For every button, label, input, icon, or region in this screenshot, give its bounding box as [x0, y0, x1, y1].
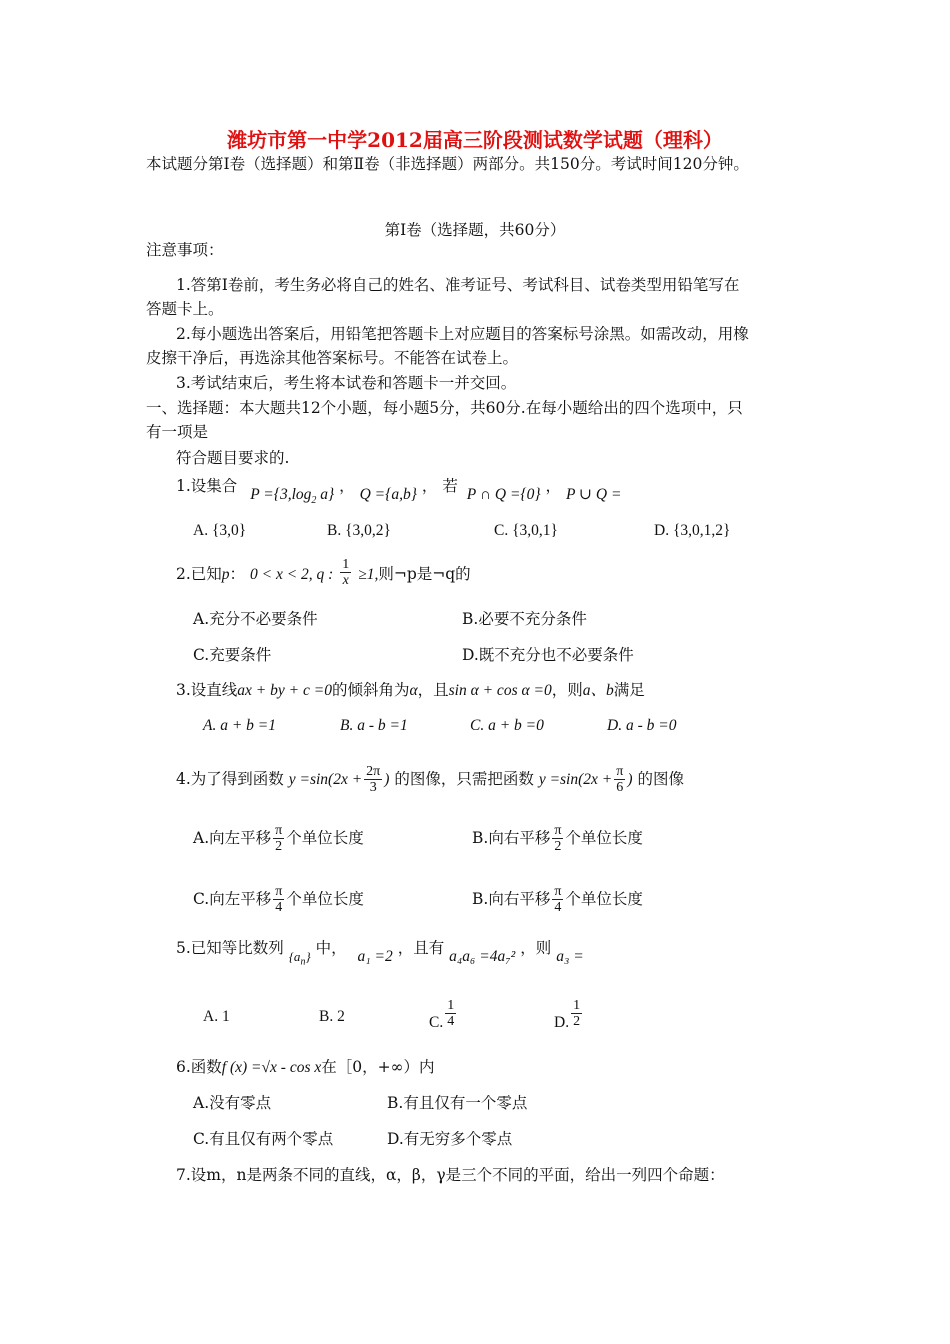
note-line: 2.每小题选出答案后，用铅笔把答题卡上对应题目的答案标号涂黑。如需改动，用橡 [176, 325, 749, 343]
q1-union: P ∪ Q = [565, 486, 622, 503]
q4-option-b: B.向右平移 $\frac{\pi}{2}$ 个单位长度 [472, 823, 643, 855]
q3-option-c: C. a + b =0 [470, 717, 544, 734]
note-line: 皮擦干净后，再选涂其他答案标号。不能答在试卷上。 [146, 349, 519, 367]
q3-option-d: D. a - b =0 [607, 717, 677, 734]
q5-option-b: B. 2 [319, 1008, 345, 1025]
q5-option-a: A. 1 [203, 1008, 230, 1025]
q1-option-a: A. {3,0} [193, 522, 247, 539]
q1-condition: P ∩ Q ={0} [466, 486, 541, 503]
question-2: 2.已知p： 0 < x < 2, q : $\frac{1}{x}$ ≥1,则¬p是¬q的 [176, 557, 471, 589]
intro-text: 本试题分第Ⅰ卷（选择题）和第Ⅱ卷（非选择题）两部分。共150分。考试时间120分钟。 [146, 155, 749, 173]
q1-option-b: B. {3,0,2} [327, 522, 391, 539]
q5-option-d: D. $\frac{1}{2}$ [554, 998, 581, 1032]
part-heading: 有一项是 [146, 423, 209, 441]
q4-option-d: B.向右平移 $\frac{\pi}{4}$ 个单位长度 [472, 884, 643, 916]
q2-option-b: B.必要不充分条件 [462, 610, 587, 628]
section-heading: 第Ⅰ卷（选择题，共60分） [384, 221, 566, 239]
q2-option-c: C.充要条件 [193, 646, 272, 664]
q6-option-d: D.有无穷多个零点 [387, 1130, 513, 1148]
question-7: 7.设m，n是两条不同的直线，α，β，γ是三个不同的平面，给出一列四个命题： [176, 1166, 725, 1184]
q1-stem: 1.设集合 [176, 477, 238, 495]
q1-ruo: 若 [442, 477, 458, 495]
q1-set-p: $P =\{3,\log_2$ a} [250, 486, 335, 507]
question-4: 4.为了得到函数 y =sin(2x + $\frac{2\pi}{3}$ ) 的图像，只需把函数 y =sin(2x + $\frac{\pi}{6}$ ) 的图像 [176, 764, 684, 796]
q1-option-d: D. {3,0,1,2} [654, 522, 731, 539]
question-3: 3.设直线ax + by + c =0的倾斜角为α，且sin α + cos α =0，则a、b满足 [176, 681, 645, 699]
q1-option-c: C. {3,0,1} [494, 522, 558, 539]
q2-option-a: A.充分不必要条件 [193, 610, 318, 628]
q2-option-d: D.既不充分也不必要条件 [462, 646, 634, 664]
q4-option-a: A.向左平移 $\frac{\pi}{2}$ 个单位长度 [193, 823, 364, 855]
q1-set-q: Q ={a,b} [359, 486, 417, 503]
part-heading: 符合题目要求的. [176, 449, 290, 467]
question-5: 5.已知等比数列 $_{\{a_n\}}$ 中， a₁ =2 ，且有 a₄a₆ =4a₇² ，则 a₃ = [176, 939, 584, 968]
question-1: 1.设集合 $P =\{3,\log_2$ a} ， Q ={a,b} ， 若 P ∩ Q ={0} ， P ∪ Q = [176, 477, 622, 507]
page-title: 潍坊市第一中学2012届高三阶段测试数学试题（理科） [227, 128, 723, 152]
note-line: 1.答第Ⅰ卷前，考生务必将自己的姓名、准考证号、考试科目、试卷类型用铅笔写在 [176, 276, 740, 294]
notice-label: 注意事项： [146, 241, 224, 259]
question-6: 6.函数f (x) =√x - cos x在［0，+∞）内 [176, 1058, 435, 1076]
q4-option-c: C.向左平移 $\frac{\pi}{4}$ 个单位长度 [193, 884, 364, 916]
q6-option-c: C.有且仅有两个零点 [193, 1130, 334, 1148]
q3-option-b: B. a - b =1 [340, 717, 408, 734]
q6-option-a: A.没有零点 [193, 1094, 272, 1112]
q3-option-a: A. a + b =1 [203, 717, 277, 734]
note-line: 答题卡上。 [146, 300, 224, 318]
part-heading: 一、选择题：本大题共12个小题，每小题5分，共60分.在每小题给出的四个选项中，只 [146, 399, 743, 417]
q6-option-b: B.有且仅有一个零点 [387, 1094, 528, 1112]
q5-option-c: C. $\frac{1}{4}$ [429, 998, 455, 1032]
note-line: 3.考试结束后，考生将本试卷和答题卡一并交回。 [176, 374, 517, 392]
